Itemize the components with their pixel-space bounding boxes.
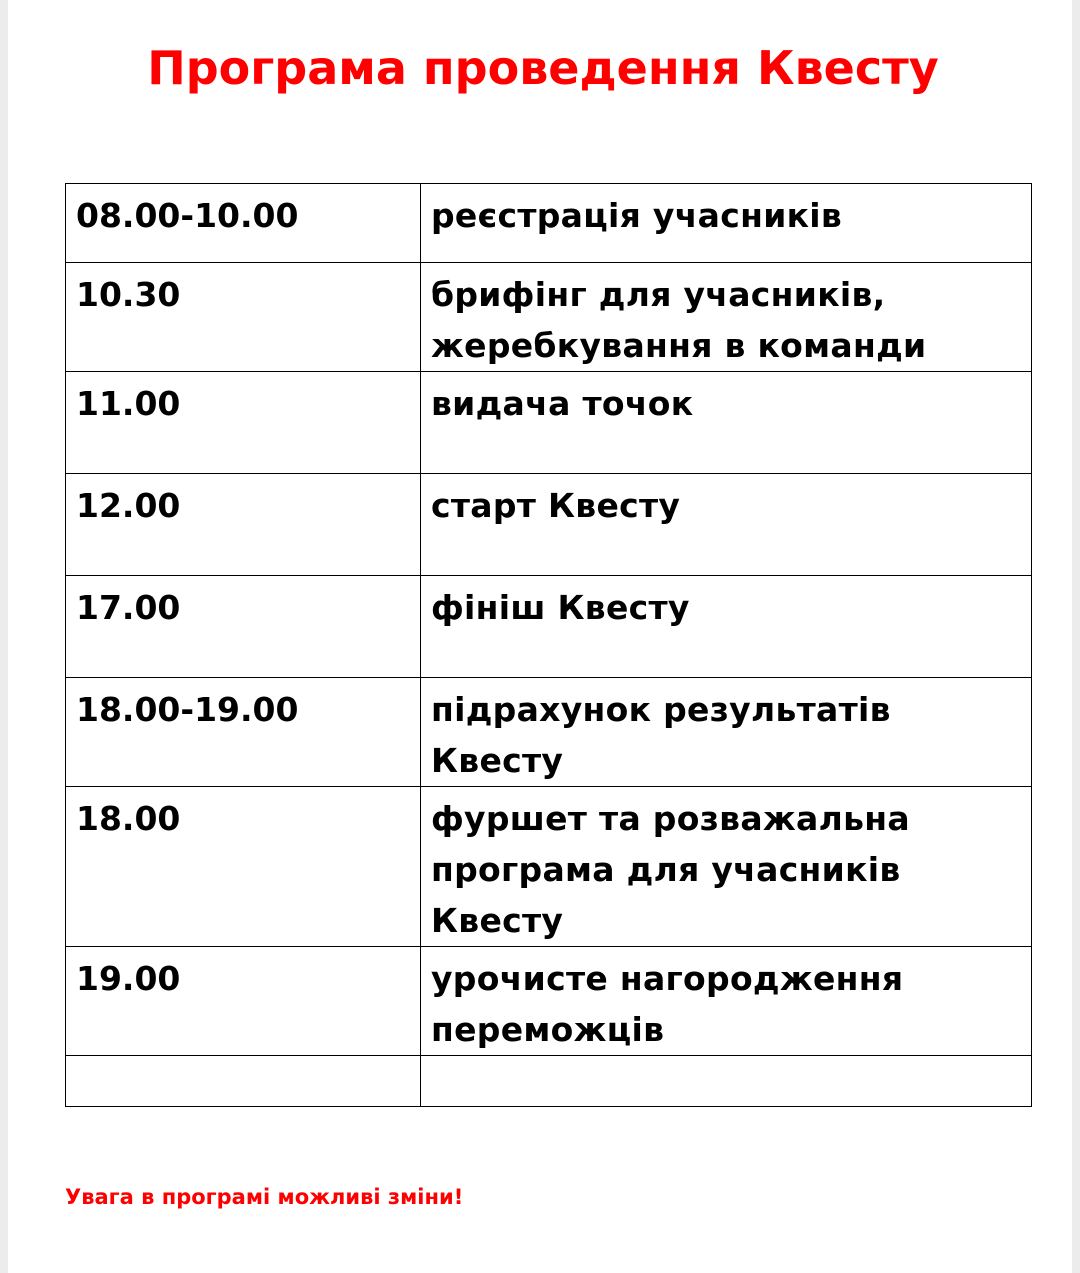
time-cell: 18.00-19.00 — [66, 678, 421, 787]
table-row — [66, 576, 1032, 678]
time-cell — [66, 1056, 421, 1107]
table-row — [66, 184, 1032, 263]
time-cell: 11.00 — [66, 372, 421, 474]
schedule-table — [65, 183, 1032, 1107]
event-cell: фуршет та розважальна програма для учасників Квесту — [421, 787, 1032, 947]
page-title: Програма проведення Квесту — [147, 41, 939, 95]
event-cell: підрахунок результатів Квесту — [421, 678, 1032, 787]
table-row — [66, 1056, 1032, 1107]
table-row — [66, 263, 1032, 372]
table-row — [66, 678, 1032, 787]
event-cell — [421, 1056, 1032, 1107]
time-cell: 12.00 — [66, 474, 421, 576]
event-cell: реєстрація учасників — [421, 184, 1032, 263]
event-cell: брифінг для учасників, жеребкування в команди — [421, 263, 1032, 372]
table-row — [66, 787, 1032, 947]
event-cell: старт Квесту — [421, 474, 1032, 576]
time-cell: 08.00-10.00 — [66, 184, 421, 263]
table-row — [66, 474, 1032, 576]
time-cell: 17.00 — [66, 576, 421, 678]
event-cell: урочисте нагородження переможців — [421, 947, 1032, 1056]
time-cell: 18.00 — [66, 787, 421, 947]
time-cell: 19.00 — [66, 947, 421, 1056]
event-cell: фініш Квесту — [421, 576, 1032, 678]
time-cell: 10.30 — [66, 263, 421, 372]
table-row — [66, 947, 1032, 1056]
event-cell: видача точок — [421, 372, 1032, 474]
table-row — [66, 372, 1032, 474]
change-notice: Увага в програмі можливі зміни! — [65, 1185, 464, 1209]
